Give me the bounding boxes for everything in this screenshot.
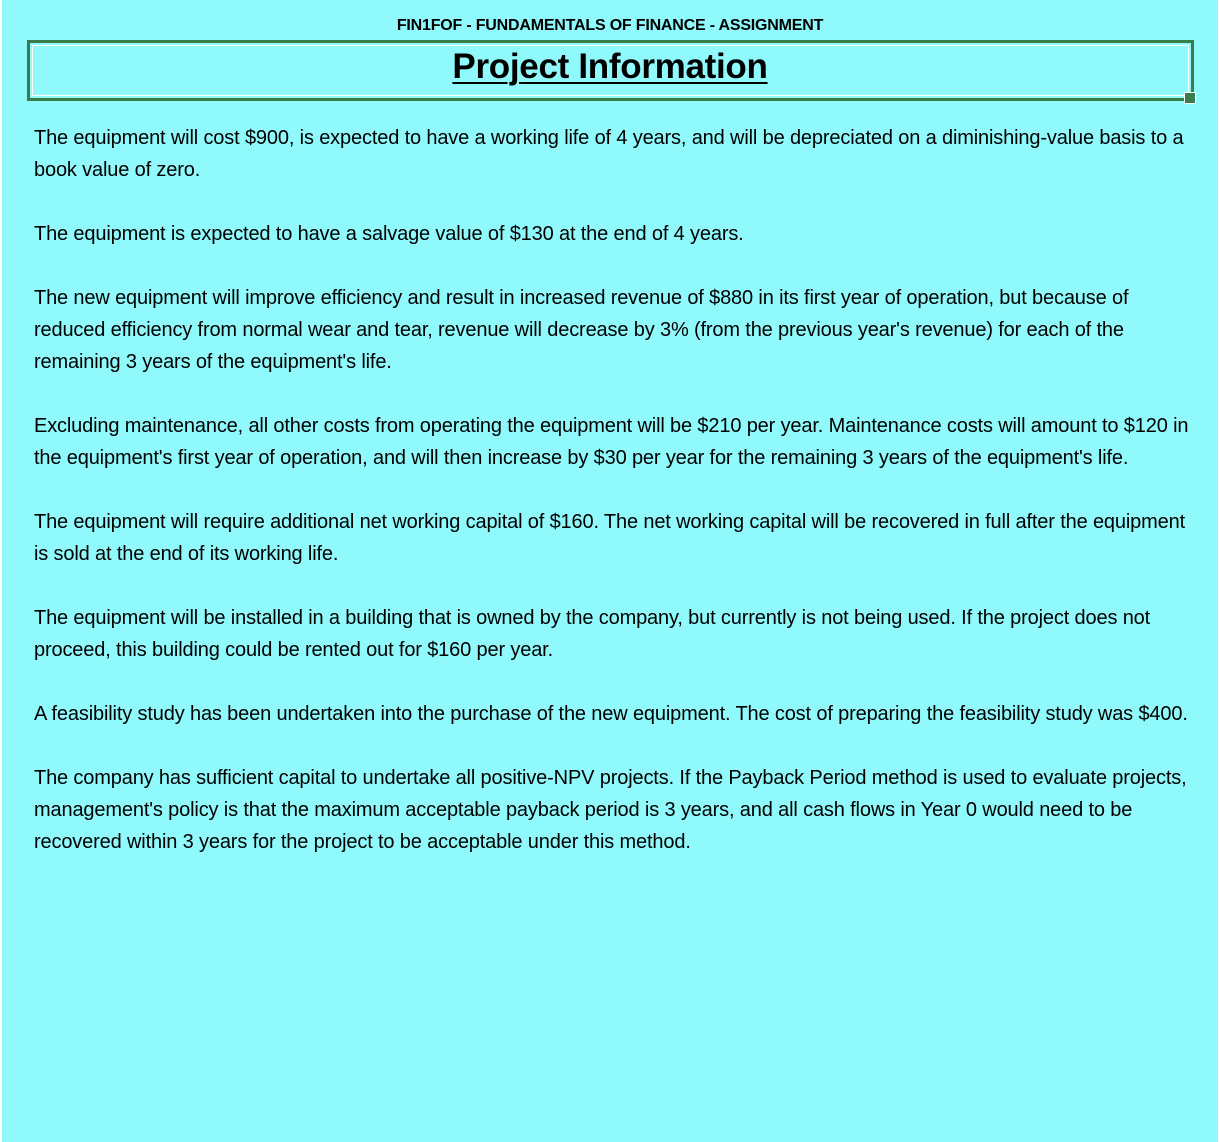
paragraph-equipment-cost: The equipment will cost $900, is expected to have a working life of 4 years, and will be depreciated on a diminishing-value basis to a book value of zero. bbox=[34, 127, 1184, 181]
paragraph-payback-policy: The company has sufficient capital to undertake all positive-NPV projects. If the Payback Period method is used to evaluate projects, management's policy is that the maximum acceptable payback period is 3 years, and all cash flows in Year 0 would need to be recovered within 3 years for the project to be acceptable under this method. bbox=[34, 767, 1187, 853]
course-title: FIN1FOF - FUNDAMENTALS OF FINANCE - ASSIGNMENT bbox=[396, 17, 824, 34]
resize-handle[interactable] bbox=[1184, 92, 1196, 104]
page-title: Project Information bbox=[452, 47, 768, 86]
paragraph-working-capital: The equipment will require additional net working capital of $160. The net working capital will be recovered in full after the equipment is sold at the end of its working life. bbox=[34, 511, 1186, 565]
paragraph-operating-costs: Excluding maintenance, all other costs from operating the equipment will be $210 per year. Maintenance costs will amount to $120 in the equipment's first year of operation, and will then increase by $30 per year for the remaining 3 years of the equipment's life. bbox=[34, 415, 1189, 469]
paragraph-feasibility-study: A feasibility study has been undertaken into the purchase of the new equipment. The cost of preparing the feasibility study was $400. bbox=[34, 703, 1188, 725]
project-information-body bbox=[34, 122, 1198, 890]
paragraph-revenue: The new equipment will improve efficiency and result in increased revenue of $880 in its first year of operation, but because of reduced efficiency from normal wear and tear, revenue will decrease by 3% (from the previous year's revenue) for each of the remaining 3 years of the equipment's life. bbox=[34, 287, 1129, 373]
paragraph-salvage-value: The equipment is expected to have a salvage value of $130 at the end of 4 years. bbox=[34, 223, 744, 245]
paragraph-building: The equipment will be installed in a building that is owned by the company, but currently is not being used. If the project does not proceed, this building could be rented out for $160 per year. bbox=[34, 607, 1151, 661]
